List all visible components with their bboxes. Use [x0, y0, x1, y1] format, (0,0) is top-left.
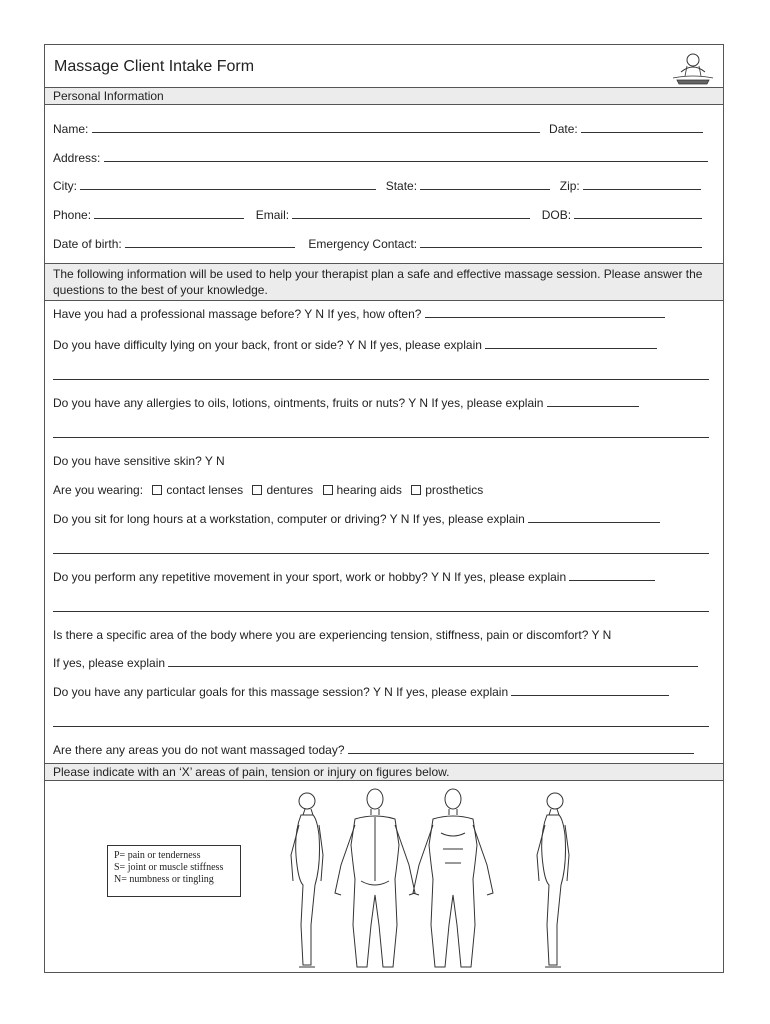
checkbox-dentures[interactable]: [252, 485, 262, 495]
question-no-massage-areas: [53, 743, 694, 757]
question-text: If yes, please explain: [53, 656, 166, 670]
explain-field[interactable]: [528, 512, 660, 523]
legend-box: [107, 845, 241, 897]
form-title: Massage Client Intake Form: [54, 58, 255, 75]
explain-field[interactable]: [485, 338, 657, 349]
zip-label: Zip:: [559, 179, 580, 193]
body-figure-side-left[interactable]: [291, 793, 323, 967]
question-specific-area: Is there a specific area of the body where you are experiencing tension, stiffness, pain or discomfort? Y N: [53, 628, 612, 642]
email-label: Email:: [255, 208, 290, 222]
question-text: Have you had a professional massage before? Y N If yes, how often?: [53, 307, 422, 321]
section-info-note: The following information will be used to help your therapist plan a safe and effective massage session. Please answer the questions to the best of your knowledge.: [44, 263, 724, 301]
address-row: [53, 151, 708, 165]
question-repetitive-movement: [53, 570, 655, 584]
legend-stiffness: S= joint or muscle stiffness: [114, 862, 224, 873]
explain-field[interactable]: [168, 656, 698, 667]
legend-numbness: N= numbness or tingling: [114, 874, 214, 885]
section-personal-information: Personal Information: [44, 87, 724, 105]
name-field[interactable]: [92, 122, 540, 133]
zip-field[interactable]: [583, 179, 701, 190]
option-dentures: dentures: [266, 483, 314, 497]
date-field[interactable]: [581, 122, 703, 133]
state-label: State:: [385, 179, 418, 193]
question-sit-long-hours: [53, 512, 660, 526]
massage-figure-icon: [667, 50, 719, 86]
date-of-birth-field[interactable]: [125, 237, 295, 248]
city-label: City:: [53, 179, 77, 193]
date-label: Date:: [549, 122, 578, 136]
question-text: Do you have difficulty lying on your back, front or side? Y N If yes, please explain: [53, 338, 482, 352]
body-figure-side-right[interactable]: [537, 793, 569, 967]
explain-line[interactable]: [53, 436, 709, 438]
explain-field[interactable]: [547, 396, 639, 407]
city-field[interactable]: [80, 179, 376, 190]
intake-form: [44, 44, 724, 973]
question-text: Do you sit for long hours at a workstation, computer or driving? Y N If yes, please explain: [53, 512, 525, 526]
legend-pain: P= pain or tenderness: [114, 850, 201, 861]
name-label: Name:: [53, 122, 89, 136]
question-goals: [53, 685, 669, 699]
emergency-contact-label: Emergency Contact:: [308, 237, 418, 251]
explain-field[interactable]: [511, 685, 669, 696]
email-field[interactable]: [292, 208, 530, 219]
phone-field[interactable]: [94, 208, 244, 219]
question-text: Are there any areas you do not want massaged today?: [53, 743, 345, 757]
how-often-field[interactable]: [425, 307, 665, 318]
question-specific-area-explain: [53, 656, 698, 670]
emergency-contact-field[interactable]: [420, 237, 702, 248]
phone-label: Phone:: [53, 208, 92, 222]
option-hearing-aids: hearing aids: [336, 483, 402, 497]
explain-line[interactable]: [53, 552, 709, 554]
question-text: Are you wearing:: [53, 483, 144, 497]
checkbox-prosthetics[interactable]: [411, 485, 421, 495]
name-date-row: [53, 122, 703, 136]
question-allergies: [53, 396, 639, 410]
date-of-birth-label: Date of birth:: [53, 237, 122, 251]
question-text: Do you have any allergies to oils, lotions, ointments, fruits or nuts? Y N If yes, please explain: [53, 396, 544, 410]
phone-email-dob-row: [53, 208, 702, 222]
question-sensitive-skin: Do you have sensitive skin? Y N: [53, 454, 225, 468]
question-lying-difficulty: [53, 338, 657, 352]
address-label: Address:: [53, 151, 101, 165]
checkbox-hearing-aids[interactable]: [323, 485, 333, 495]
explain-line[interactable]: [53, 610, 709, 612]
city-state-zip-row: [53, 179, 701, 193]
dob-label: DOB:: [541, 208, 572, 222]
checkbox-contact-lenses[interactable]: [152, 485, 162, 495]
birth-emergency-row: [53, 237, 702, 251]
explain-field[interactable]: [569, 570, 655, 581]
section-body-map: Please indicate with an ‘X’ areas of pain, tension or injury on figures below.: [44, 763, 724, 781]
body-figure-back[interactable]: [335, 789, 415, 967]
question-massage-before: [53, 307, 665, 321]
question-wearing: [53, 483, 483, 497]
option-contact-lenses: contact lenses: [166, 483, 244, 497]
question-text: Do you perform any repetitive movement in your sport, work or hobby? Y N If yes, please explain: [53, 570, 567, 584]
dob-field[interactable]: [574, 208, 702, 219]
body-figure-front[interactable]: [413, 789, 493, 967]
question-text: Do you have any particular goals for this massage session? Y N If yes, please explain: [53, 685, 509, 699]
explain-line[interactable]: [53, 378, 709, 380]
body-figures[interactable]: [285, 785, 585, 975]
explain-line[interactable]: [53, 725, 709, 727]
option-prosthetics: prosthetics: [425, 483, 484, 497]
address-field[interactable]: [104, 151, 708, 162]
state-field[interactable]: [420, 179, 550, 190]
areas-field[interactable]: [348, 743, 694, 754]
